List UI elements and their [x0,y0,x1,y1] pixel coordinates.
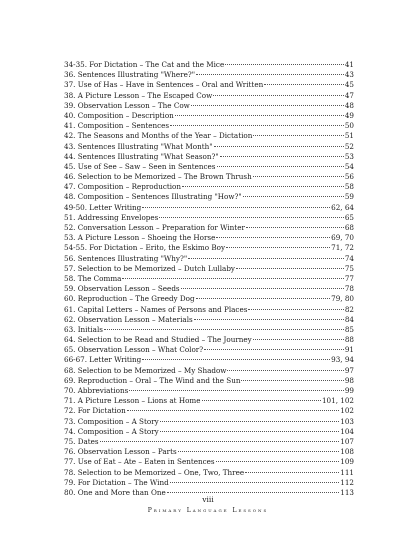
toc-entry [64,457,354,467]
toc-entry [64,437,354,447]
toc-entry-page: 69, 70 [331,233,354,243]
toc-entry-title: 61. Capital Letters – Names of Persons and Places [64,304,248,314]
running-footer-title: Primary Language Lessons [147,507,269,514]
toc-entry-page: 107 [340,436,354,446]
dot-leader [100,441,340,442]
toc-entry-title: 63. Initials [64,324,103,334]
toc-entry [64,121,354,131]
toc-entry-title: 45. Use of See – Saw – Seen in Sentences [64,161,216,171]
toc-entry-title: 69. Reproduction – Oral – The Wind and the Sun [64,375,241,385]
dot-leader [214,146,344,147]
toc-entry [64,345,354,355]
toc-entry-page: 82 [344,304,354,314]
toc-entry-page: 113 [340,487,354,497]
toc-entry-title: 68. Selection to be Memorized – My Shadow [64,365,227,375]
dot-leader [216,461,340,462]
toc-entry [64,315,354,325]
dot-leader [142,359,330,360]
dot-leader [253,135,343,136]
toc-entry-title: 62. Observation Lesson – Materials [64,314,193,324]
dot-leader [213,95,344,96]
toc-entry [64,213,354,223]
dot-leader [253,176,344,177]
toc-entry-page: 65 [344,212,354,222]
toc-entry [64,335,354,345]
toc-entry-page: 74 [344,253,354,263]
dot-leader [191,105,344,106]
dot-leader [160,431,340,432]
toc-entry-page: 84 [344,314,354,324]
toc-entry-page: 41 [344,60,354,69]
toc-entry-page: 101, 102 [321,396,354,406]
toc-entry-title: 34-35. For Dictation – The Cat and the Mice [64,60,225,69]
toc-entry-page: 102 [340,406,354,416]
dot-leader [248,309,343,310]
dot-leader [202,400,321,401]
toc-entry-title: 52. Conversation Lesson – Preparation for Winter [64,223,245,232]
toc-entry-title: 37. Use of Has – Have in Sentences – Oral and Written [64,80,264,90]
toc-entry-title: 41. Composition – Sentences [64,121,170,131]
toc-entry-title: 65. Observation Lesson – What Color? [64,345,204,355]
dot-leader [226,247,330,248]
toc-entry [64,325,354,335]
toc-entry [64,396,354,406]
dot-leader [243,196,344,197]
toc-entry-title: 48. Composition – Sentences Illustrating "How?" [64,192,242,202]
toc-entry [64,60,354,70]
toc-entry-page: 85 [344,324,354,334]
toc-entry [64,376,354,386]
dot-leader [142,207,330,208]
dot-leader [178,451,340,452]
dot-leader [181,288,344,289]
toc-entry-page: 104 [340,426,354,436]
dot-leader [204,349,344,350]
dot-leader [104,329,344,330]
toc-entry-title: 40. Composition – Description [64,110,174,120]
toc-entry-title: 46. Selection to be Memorized – The Brown Thrush [64,172,252,182]
dot-leader [227,370,343,371]
dot-leader [236,268,344,269]
toc-entry-page: 79, 80 [331,294,354,304]
toc-entry [64,427,354,437]
toc-entry-title: 59. Observation Lesson – Seeds [64,284,180,294]
dot-leader [167,492,340,493]
toc-entry-page: 50 [344,121,354,131]
toc-entry [64,264,354,274]
toc-entry [64,203,354,213]
dot-leader [217,166,344,167]
toc-entry-title: 70. Abbreviations [64,386,129,395]
dot-leader [170,482,340,483]
toc-entry-page: 97 [344,365,354,375]
toc-entry-title: 74. Composition – A Story [64,426,159,436]
toc-entry-title: 64. Selection to be Read and Studied – The Journey [64,335,252,345]
toc-entry-page: 91 [344,345,354,355]
toc-entry-title: 79. For Dictation – The Wind [64,477,169,487]
toc-entry-title: 38. A Picture Lesson – The Escaped Cow [64,90,213,100]
toc-entry-page: 71, 72 [331,243,354,253]
toc-entry [64,254,354,264]
toc-entry-page: 78 [344,284,354,294]
toc-entry [64,274,354,284]
table-of-contents [64,60,354,498]
toc-entry-page: 109 [340,457,354,467]
toc-entry [64,406,354,416]
toc-entry [64,284,354,294]
dot-leader [241,380,343,381]
dot-leader [216,237,330,238]
toc-entry [64,243,354,253]
toc-entry-page: 48 [344,100,354,110]
dot-leader [159,217,343,218]
toc-entry-page: 62, 64 [331,202,354,212]
toc-entry-title: 77. Use of Eat – Ate – Eaten in Sentences [64,457,215,467]
toc-entry-page: 75 [344,263,354,273]
toc-entry [64,294,354,304]
toc-entry-page: 49 [344,110,354,120]
dot-leader [194,319,344,320]
dot-leader [253,339,344,340]
toc-entry-page: 112 [340,477,354,487]
toc-entry-page: 47 [344,90,354,100]
toc-entry [64,162,354,172]
toc-entry [64,192,354,202]
dot-leader [220,156,344,157]
toc-entry [64,70,354,80]
toc-entry [64,131,354,141]
toc-entry [64,468,354,478]
dot-leader [196,74,344,75]
dot-leader [246,227,344,228]
toc-entry [64,447,354,457]
toc-entry-title: 66-67. Letter Writing [64,355,142,365]
toc-entry-page: 111 [340,467,354,477]
toc-entry-title: 54-55. For Dictation – Erito, the Eskimo Boy [64,243,226,253]
toc-entry [64,80,354,90]
toc-entry-page: 45 [344,80,354,90]
dot-leader [182,186,344,187]
toc-entry-title: 78. Selection to be Memorized – One, Two, Three [64,467,245,477]
toc-entry-page: 93, 94 [331,355,354,365]
toc-entry-title: 42. The Seasons and Months of the Year – Dictation [64,131,253,141]
toc-entry-page: 43 [344,70,354,80]
toc-entry-page: 77 [344,273,354,283]
toc-entry-page: 51 [344,131,354,141]
toc-entry-title: 71. A Picture Lesson – Lions at Home [64,396,201,406]
dot-leader [188,258,344,259]
toc-entry-title: 39. Observation Lesson – The Cow [64,100,190,110]
dot-leader [170,125,344,126]
dot-leader [127,410,340,411]
toc-entry-title: 51. Addressing Envelopes [64,212,159,222]
toc-entry [64,152,354,162]
toc-entry-title: 56. Sentences Illustrating "Why?" [64,253,188,263]
toc-entry-page: 53 [344,151,354,161]
toc-entry-page: 98 [344,375,354,385]
toc-entry [64,172,354,182]
toc-entry-title: 57. Selection to be Memorized – Dutch Lullaby [64,263,235,273]
dot-leader [245,472,339,473]
dot-leader [196,298,331,299]
dot-leader [225,64,344,65]
toc-entry-page: 56 [344,172,354,182]
toc-entry-title: 73. Composition – A Story [64,416,159,426]
toc-entry-title: 43. Sentences Illustrating "What Month" [64,141,213,151]
toc-entry-title: 76. Observation Lesson – Parts [64,447,177,457]
toc-entry-title: 58. The Comma [64,273,122,283]
toc-entry [64,142,354,152]
toc-entry-page: 58 [344,182,354,192]
page-number-roman: viii [202,495,214,504]
toc-entry-page: 103 [340,416,354,426]
toc-entry-title: 36. Sentences Illustrating "Where?" [64,70,196,80]
toc-entry-title: 75. Dates [64,436,99,446]
toc-entry [64,223,354,233]
toc-entry-page: 54 [344,161,354,171]
toc-entry [64,101,354,111]
toc-entry-page: 68 [344,223,354,232]
toc-entry [64,366,354,376]
toc-entry [64,91,354,101]
toc-entry [64,386,354,396]
dot-leader [175,115,344,116]
toc-entry [64,233,354,243]
toc-entry [64,478,354,488]
toc-entry-title: 80. One and More than One [64,487,166,497]
toc-entry-title: 53. A Picture Lesson – Shoeing the Horse [64,233,216,243]
dot-leader [264,84,344,85]
toc-entry-page: 52 [344,141,354,151]
toc-entry-page: 59 [344,192,354,202]
dot-leader [122,278,343,279]
toc-entry-title: 49-50. Letter Writing [64,202,142,212]
toc-entry-title: 72. For Dictation [64,406,126,416]
toc-entry-page: 88 [344,335,354,345]
toc-entry-title: 44. Sentences Illustrating "What Season?" [64,151,219,161]
toc-entry-title: 47. Composition – Reproduction [64,182,182,192]
toc-entry [64,355,354,365]
toc-entry [64,305,354,315]
toc-entry-title: 60. Reproduction – The Greedy Dog [64,294,195,304]
dot-leader [129,390,344,391]
toc-entry-page: 99 [344,386,354,395]
toc-entry-page: 108 [340,447,354,457]
toc-entry [64,182,354,192]
toc-entry [64,111,354,121]
toc-entry [64,417,354,427]
dot-leader [160,421,340,422]
